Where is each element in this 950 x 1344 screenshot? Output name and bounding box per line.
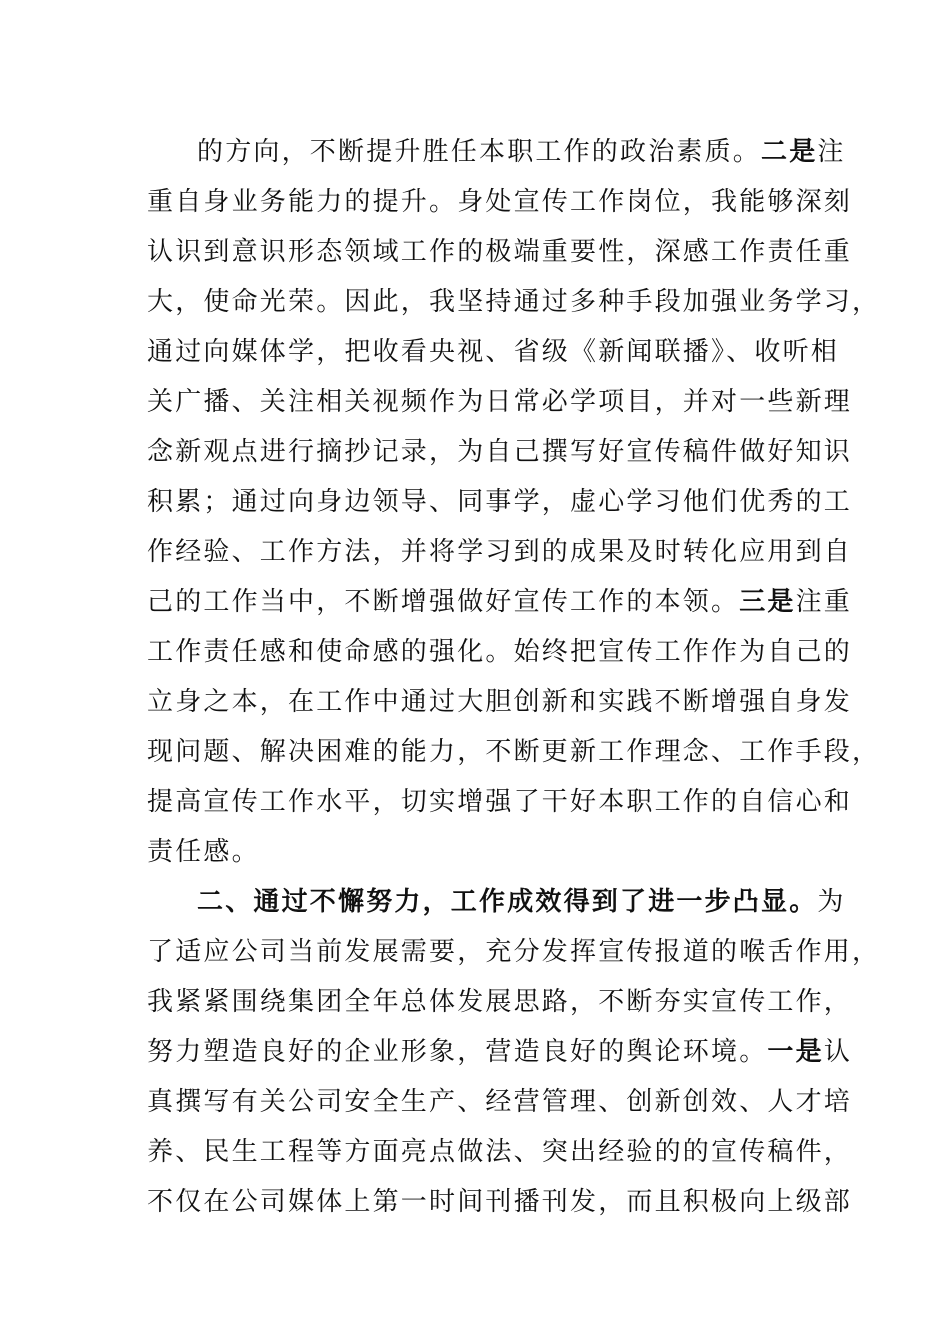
text-span: 努力塑造良好的企业形象，营造良好的舆论环境。 — [147, 1037, 768, 1067]
p1-line-8: 积累；通过向身边领导、同事学，虚心学习他们优秀的工 — [147, 487, 853, 517]
p1-line-10 — [147, 585, 852, 619]
p1-line-4: 大，使命光荣。因此，我坚持通过多种手段加强业务学习， — [147, 287, 881, 317]
text-span: 注 — [817, 137, 846, 167]
p2-line-5: 真撰写有关公司安全生产、经营管理、创新创效、人才培 — [147, 1087, 853, 1117]
p2-line-7: 不仅在公司媒体上第一时间刊播刊发，而且积极向上级部 — [147, 1187, 853, 1217]
p1-line-2: 重自身业务能力的提升。身处宣传工作岗位，我能够深刻 — [147, 187, 853, 217]
p2-line-2: 了适应公司当前发展需要，充分发挥宣传报道的喉舌作用， — [147, 937, 881, 967]
p1-line-9: 作经验、工作方法，并将学习到的成果及时转化应用到自 — [147, 537, 853, 567]
p1-line-1 — [197, 135, 846, 169]
section-heading: 二、通过不懈努力，工作成效得到了进一步凸显。 — [197, 887, 818, 917]
p2-line-3: 我紧紧围绕集团全年总体发展思路，不断夯实宣传工作， — [147, 987, 853, 1017]
text-span: 认 — [823, 1037, 853, 1067]
text-span: 己的工作当中，不断增强做好宣传工作的本领。 — [147, 587, 740, 617]
text-span: 的方向，不断提升胜任本职工作的政治素质。 — [197, 137, 762, 167]
p1-line-7: 念新观点进行摘抄记录，为自己撰写好宣传稿件做好知识 — [147, 437, 853, 467]
text-span: 为 — [817, 887, 846, 917]
p1-line-5: 通过向媒体学，把收看央视、省级《新闻联播》、收听相 — [147, 337, 840, 367]
p1-line-14: 提高宣传工作水平，切实增强了干好本职工作的自信心和 — [147, 787, 853, 817]
p1-line-15: 责任感。 — [147, 837, 260, 867]
emphasis-yi-shi: 一是 — [767, 1037, 824, 1067]
text-span: 注重 — [795, 587, 853, 617]
body-text — [147, 0, 881, 1344]
p1-line-6: 关广播、关注相关视频作为日常必学项目，并对一些新理 — [147, 387, 853, 417]
emphasis-san-shi: 三是 — [739, 587, 796, 617]
p2-line-4 — [147, 1035, 852, 1069]
emphasis-er-shi: 二是 — [761, 137, 818, 167]
p1-line-12: 立身之本，在工作中通过大胆创新和实践不断增强自身发 — [147, 687, 853, 717]
p1-line-13: 现问题、解决困难的能力，不断更新工作理念、工作手段， — [147, 737, 881, 767]
p2-line-6: 养、民生工程等方面亮点做法、突出经验的的宣传稿件， — [147, 1137, 853, 1167]
p2-line-1 — [197, 885, 846, 919]
p1-line-11: 工作责任感和使命感的强化。始终把宣传工作作为自己的 — [147, 637, 853, 667]
p1-line-3: 认识到意识形态领域工作的极端重要性，深感工作责任重 — [147, 237, 853, 267]
